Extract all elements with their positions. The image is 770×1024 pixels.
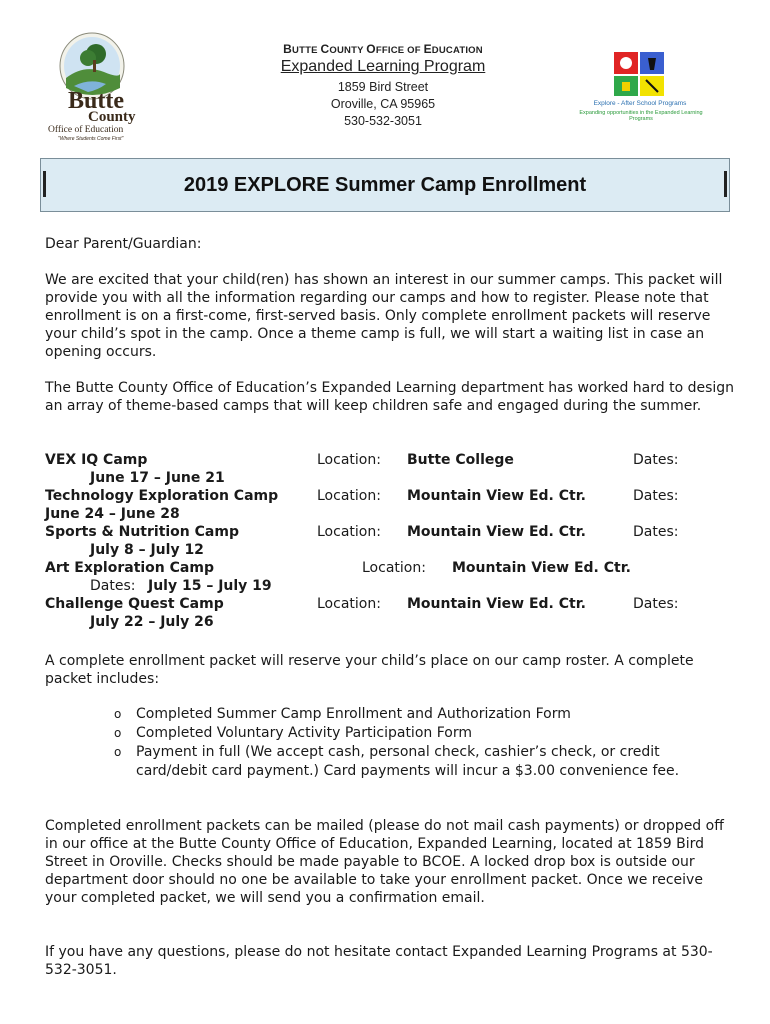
camp-row <box>45 523 735 541</box>
dates-label: Dates: <box>633 596 679 612</box>
explore-logo <box>568 50 714 124</box>
packet-checklist <box>110 705 720 781</box>
salutation: Dear Parent/Guardian: <box>45 236 202 252</box>
program-name: Expanded Learning Program <box>280 58 486 75</box>
location-label: Location: <box>317 596 381 612</box>
org-name: BUTTE COUNTY OFFICE OF EDUCATION <box>283 42 483 56</box>
list-item: o Completed Voluntary Activity Participation Form <box>114 725 472 741</box>
camp-dates: June 24 – June 28 <box>45 506 180 522</box>
banner-right-bar <box>724 171 727 197</box>
dates-label: Dates: <box>633 452 679 468</box>
contact-paragraph: If you have any questions, please do not hesitate contact Expanded Learning Programs at 530-532-3051. <box>45 944 713 978</box>
dates-label: Dates: <box>633 488 679 504</box>
camp-name: Sports & Nutrition Camp <box>45 524 239 540</box>
camp-name: Art Exploration Camp <box>45 560 214 576</box>
camp-location: Mountain View Ed. Ctr. <box>452 560 631 576</box>
packet-paragraph: A complete enrollment packet will reserve your child’s place on our camp roster. A complete packet includes: <box>45 653 694 687</box>
location-label: Location: <box>317 524 381 540</box>
letterhead <box>230 42 536 130</box>
logo-office-text: Office of Education <box>48 125 124 135</box>
camp-schedule <box>45 451 735 631</box>
title-banner <box>40 158 730 212</box>
camp-dates: July 15 – July 19 <box>148 578 272 594</box>
location-label: Location: <box>317 488 381 504</box>
camp-location: Mountain View Ed. Ctr. <box>407 596 586 612</box>
camp-dates: July 8 – July 12 <box>90 542 204 558</box>
city: Oroville, CA 95965 <box>330 97 436 111</box>
camp-location: Butte College <box>407 452 514 468</box>
bullet-icon: o <box>114 745 122 759</box>
submission-paragraph: Completed enrollment packets can be mailed (please do not mail cash payments) or dropped off in our office at the Butte County Office of Education, Expanded Learning, located at 1859 Bird Street in Oroville. Checks should be made payable to BCOE. A locked drop box is outside our department door should no one be available to take your enrollment packet. Once we receive your completed packet, we will send you a confirmation email. <box>45 818 724 906</box>
location-label: Location: <box>362 560 426 576</box>
bullet-icon: o <box>114 726 122 740</box>
address: 1859 Bird Street <box>337 80 429 94</box>
page-title: 2019 EXPLORE Summer Camp Enrollment <box>183 174 587 196</box>
camp-dates: June 17 – June 21 <box>90 470 225 486</box>
svg-text:"Where Students Come First": "Where Students Come First" <box>58 136 124 142</box>
dates-label: Dates: <box>90 578 136 594</box>
camp-dates: July 22 – July 26 <box>90 614 214 630</box>
camp-row <box>45 559 735 577</box>
intro-paragraph: We are excited that your child(ren) has shown an interest in our summer camps. This packet will provide you with all the information regarding our camps and how to register. Please note that enrollment is on a first-come, first-served basis. Only complete enrollment packets will reserve your child’s spot in the camp. Once a theme camp is full, we will start a waiting list in case an opening occurs. <box>45 272 723 360</box>
dates-label: Dates: <box>633 524 679 540</box>
camp-name: Technology Exploration Camp <box>45 488 279 504</box>
list-item: o Payment in full (We accept cash, personal check, cashier’s check, or credit card/debit card payment.) Card payments will incur a $3.00 convenience fee. <box>114 744 680 779</box>
bullet-icon: o <box>114 707 122 721</box>
bcoe-logo <box>44 28 140 142</box>
location-label: Location: <box>317 452 381 468</box>
svg-text:Butte: Butte <box>68 88 124 114</box>
list-item: o Completed Summer Camp Enrollment and Authorization Form <box>114 706 571 722</box>
svg-text:County: County <box>88 109 136 125</box>
explore-subtagline: Expanding opportunities in the Expanded Learning Programs <box>579 110 703 122</box>
explore-tagline: Explore - After School Programs <box>593 100 687 107</box>
camp-row <box>45 595 735 613</box>
camp-location: Mountain View Ed. Ctr. <box>407 488 586 504</box>
phone: 530-532-3051 <box>344 114 422 128</box>
camp-name: Challenge Quest Camp <box>45 596 224 612</box>
camp-row <box>45 487 735 505</box>
department-paragraph: The Butte County Office of Education’s Expanded Learning department has worked hard to design an array of theme-based camps that will keep children safe and engaged during the summer. <box>45 380 735 414</box>
camp-name: VEX IQ Camp <box>45 452 148 468</box>
camp-location: Mountain View Ed. Ctr. <box>407 524 586 540</box>
camp-row <box>45 451 735 469</box>
